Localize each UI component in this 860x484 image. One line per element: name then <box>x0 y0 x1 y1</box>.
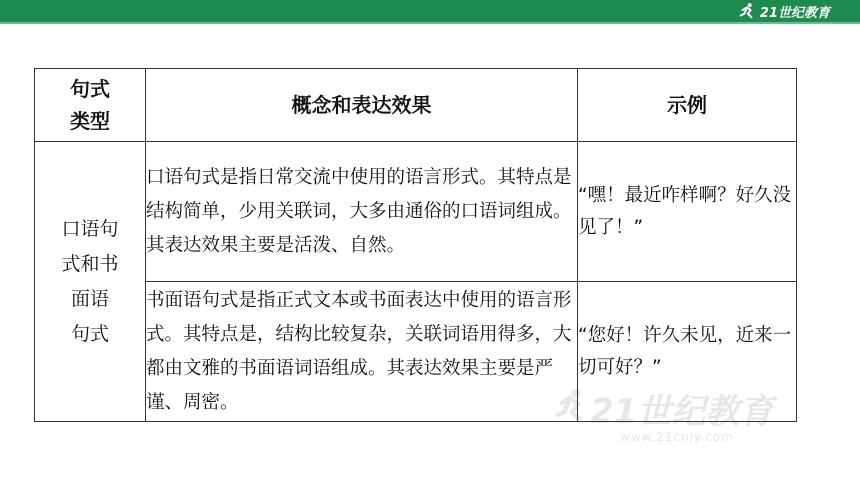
header-type <box>35 69 146 142</box>
brand-logo <box>738 1 830 21</box>
header-example: 示例 <box>578 69 797 142</box>
merged-type-cell <box>35 142 146 422</box>
header-type-line1: 句式 <box>70 77 110 101</box>
type-line: 句式 <box>70 322 109 345</box>
type-line: 口语句 <box>61 217 119 240</box>
top-divider <box>0 22 860 24</box>
header-row <box>35 69 797 142</box>
watermark-brand: 21世纪教育 <box>590 392 774 432</box>
brand-name: 21世纪教育 <box>759 5 830 21</box>
runner-icon <box>738 2 756 20</box>
type-line: 式和书 <box>61 252 119 275</box>
concept-cell-oral: 口语句式是指日常交流中使用的语言形式。其特点是结构简单，少用关联词，大多由通俗的口语词组成。其表达效果主要是活泼、自然。 <box>146 142 578 282</box>
type-line: 面语 <box>70 287 109 310</box>
watermark-url: www.21cnjy.com <box>620 430 734 444</box>
table-row <box>35 142 797 282</box>
concept-cell-written: 书面语句式是指正式文本或书面表达中使用的语言形式。其特点是，结构比较复杂，关联词语用得多，大都由文雅的书面语词语组成。其表达效果主要是严谨、周密。 <box>146 282 578 422</box>
header-concept: 概念和表达效果 <box>146 69 578 142</box>
top-banner <box>0 0 860 22</box>
table-row <box>35 282 797 422</box>
sentence-type-table <box>34 68 797 422</box>
header-type-line2: 类型 <box>70 109 110 133</box>
example-cell-oral: “嘿！最近咋样啊？好久没见了！” <box>578 142 797 282</box>
example-cell-written: “您好！许久未见，近来一切可好？” <box>578 282 797 422</box>
